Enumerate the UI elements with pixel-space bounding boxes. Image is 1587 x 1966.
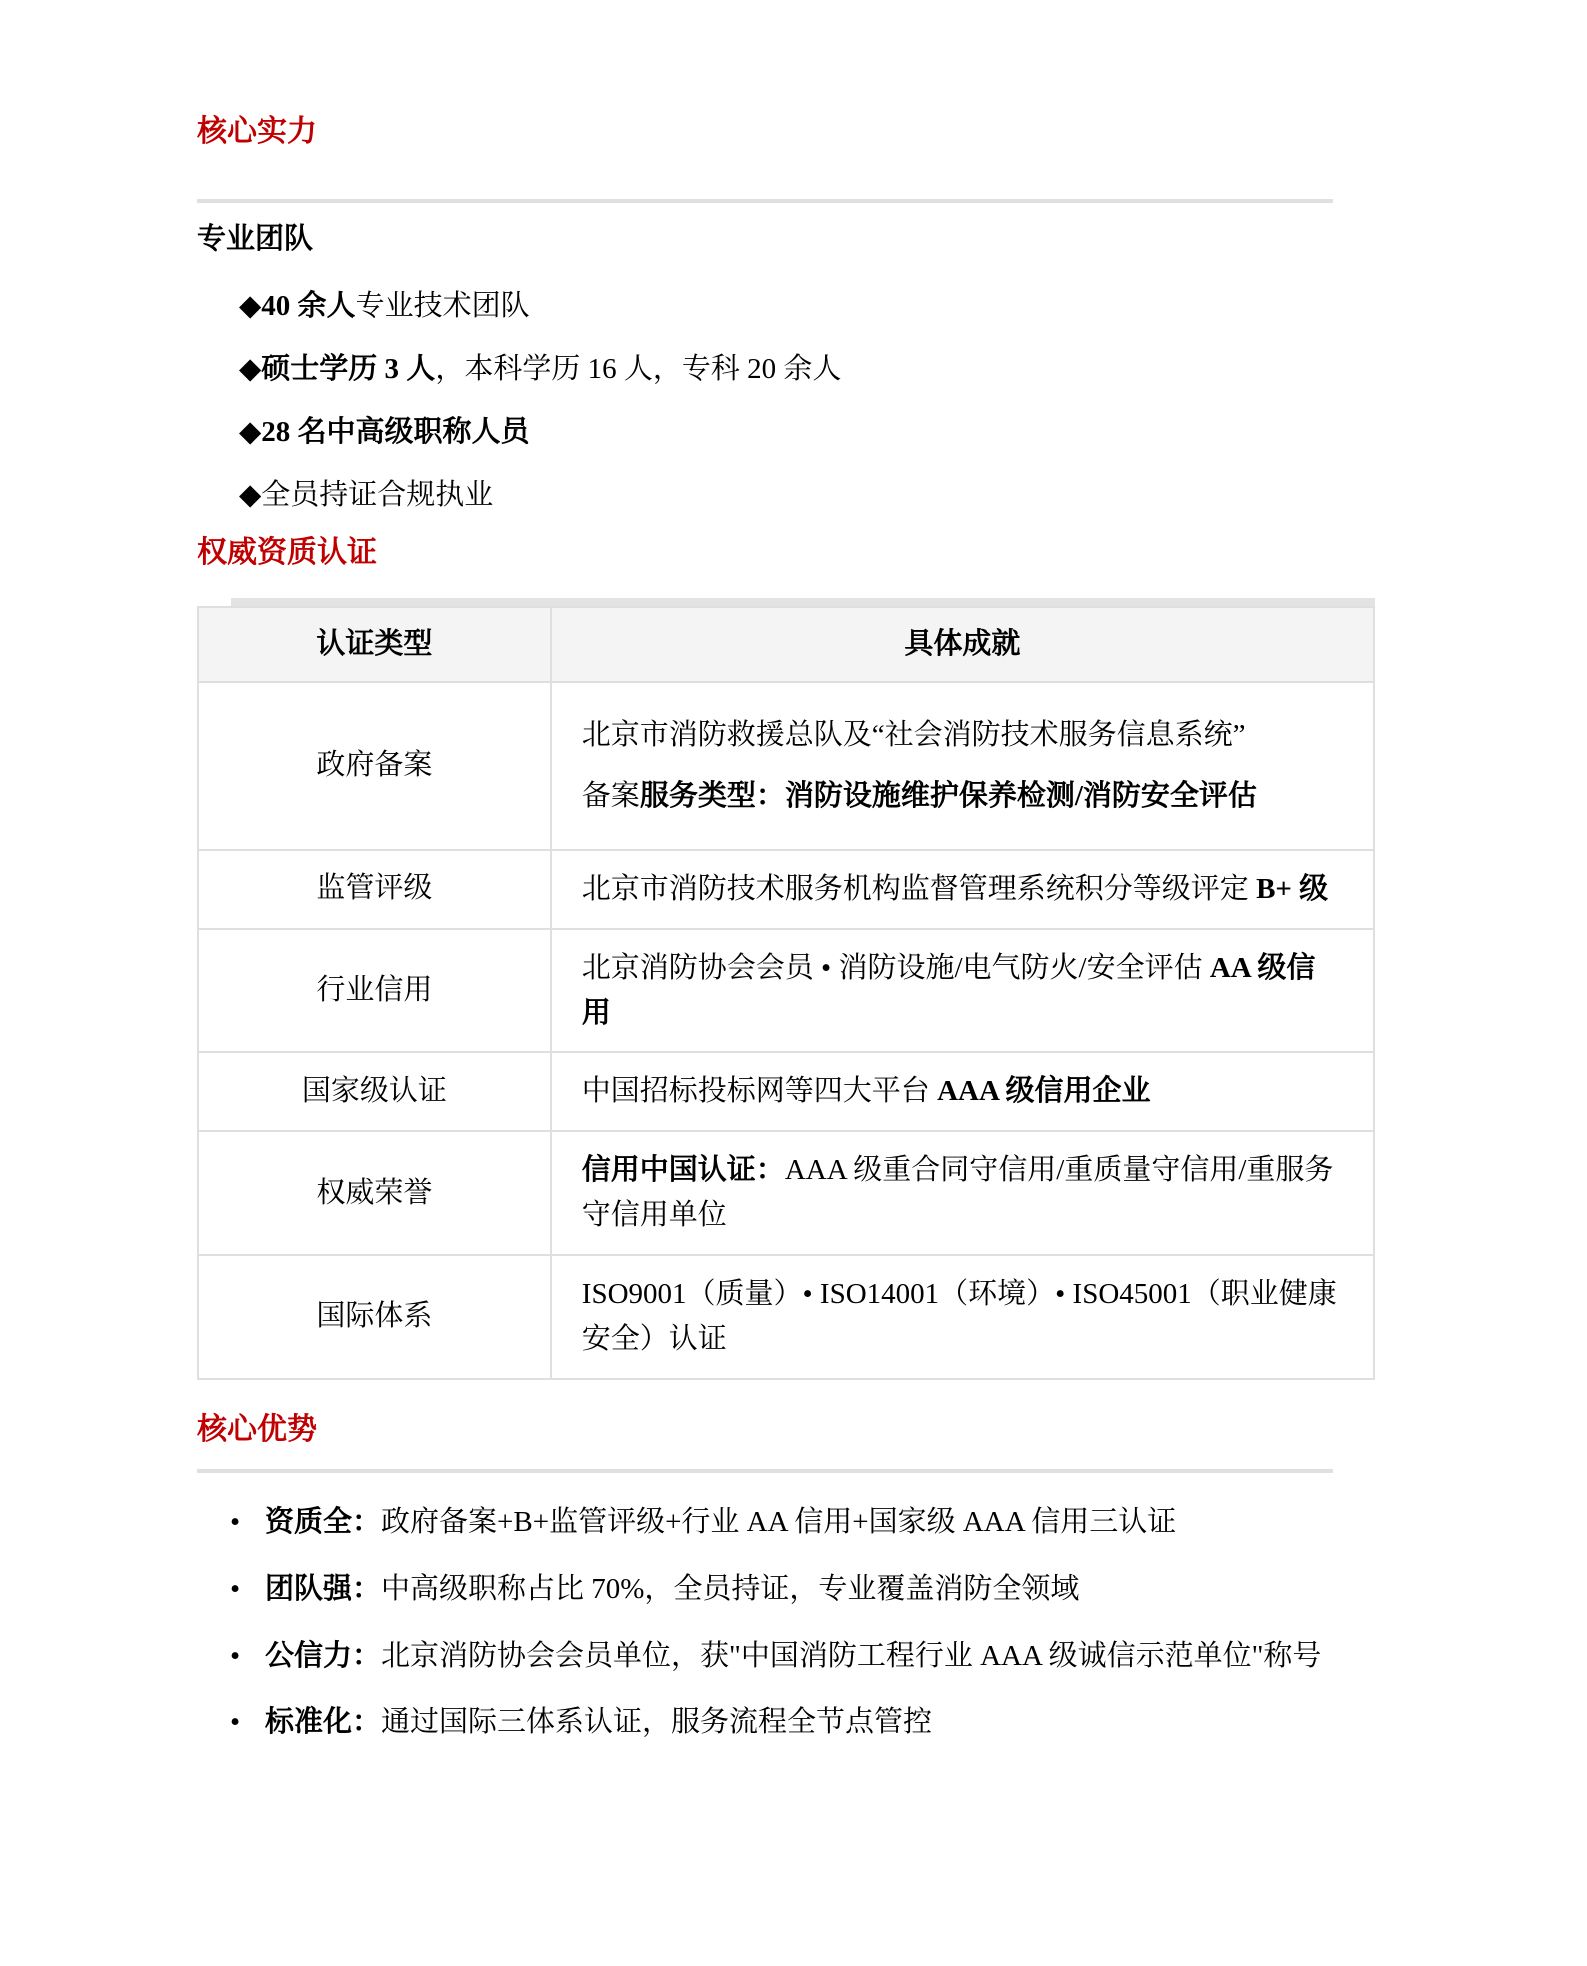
table-top-bar bbox=[231, 598, 1375, 606]
section-divider bbox=[197, 1469, 1333, 1473]
cert-type-cell: 行业信用 bbox=[198, 929, 551, 1053]
table-header-row bbox=[198, 607, 1374, 682]
table-row bbox=[198, 1131, 1374, 1255]
cert-achievement-cell: 信用中国认证：AAA 级重合同守信用/重质量守信用/重服务守信用单位 bbox=[551, 1131, 1374, 1255]
advantage-item: • 资质全：政府备案+B+监管评级+行业 AA 信用+国家级 AAA 信用三认证 bbox=[265, 1489, 1375, 1556]
cert-achievement-cell: 北京市消防救援总队及“社会消防技术服务信息系统” 备案服务类型：消防设施维护保养检测/消防安全评估 bbox=[551, 682, 1374, 850]
cert-achievement-cell: 北京市消防技术服务机构监督管理系统积分等级评定 B+ 级 bbox=[551, 850, 1374, 929]
section-heading-advantages: 核心优势 bbox=[197, 1413, 317, 1447]
section-divider bbox=[197, 199, 1333, 203]
table-row bbox=[198, 1052, 1374, 1131]
team-bullet: ◆全员持证合规执业 bbox=[239, 479, 494, 512]
certifications-table bbox=[197, 606, 1375, 1380]
section-heading-core-strength: 核心实力 bbox=[197, 115, 317, 148]
table-row bbox=[198, 850, 1374, 929]
team-bullet: ◆28 名中高级职称人员 bbox=[239, 415, 530, 448]
column-header-achievement: 具体成就 bbox=[551, 607, 1374, 682]
table-row bbox=[198, 929, 1374, 1053]
team-bullet: ◆硕士学历 3 人，本科学历 16 人，专科 20 余人 bbox=[239, 352, 842, 385]
column-header-type: 认证类型 bbox=[198, 607, 551, 682]
advantage-item: • 标准化：通过国际三体系认证，服务流程全节点管控 bbox=[265, 1689, 1375, 1756]
table-row bbox=[198, 682, 1374, 850]
advantage-item: • 团队强：中高级职称占比 70%，全员持证，专业覆盖消防全领域 bbox=[265, 1556, 1375, 1623]
section-heading-certifications: 权威资质认证 bbox=[197, 536, 377, 570]
cert-type-cell: 政府备案 bbox=[198, 682, 551, 850]
cert-type-cell: 监管评级 bbox=[198, 850, 551, 929]
cert-type-cell: 国家级认证 bbox=[198, 1052, 551, 1131]
cert-type-cell: 国际体系 bbox=[198, 1255, 551, 1379]
advantage-item: • 公信力：北京消防协会会员单位，获"中国消防工程行业 AAA 级诚信示范单位"称号 bbox=[265, 1623, 1375, 1690]
subsection-heading-team: 专业团队 bbox=[197, 223, 314, 255]
cert-achievement-cell: ISO9001（质量）• ISO14001（环境）• ISO45001（职业健康安全）认证 bbox=[551, 1255, 1374, 1379]
cert-type-cell: 权威荣誉 bbox=[198, 1131, 551, 1255]
cert-achievement-cell: 中国招标投标网等四大平台 AAA 级信用企业 bbox=[551, 1052, 1374, 1131]
advantages-list bbox=[197, 1489, 1375, 1756]
cert-achievement-cell: 北京消防协会会员 • 消防设施/电气防火/安全评估 AA 级信用 bbox=[551, 929, 1374, 1053]
table-row bbox=[198, 1255, 1374, 1379]
team-bullet: ◆40 余人专业技术团队 bbox=[239, 289, 530, 322]
